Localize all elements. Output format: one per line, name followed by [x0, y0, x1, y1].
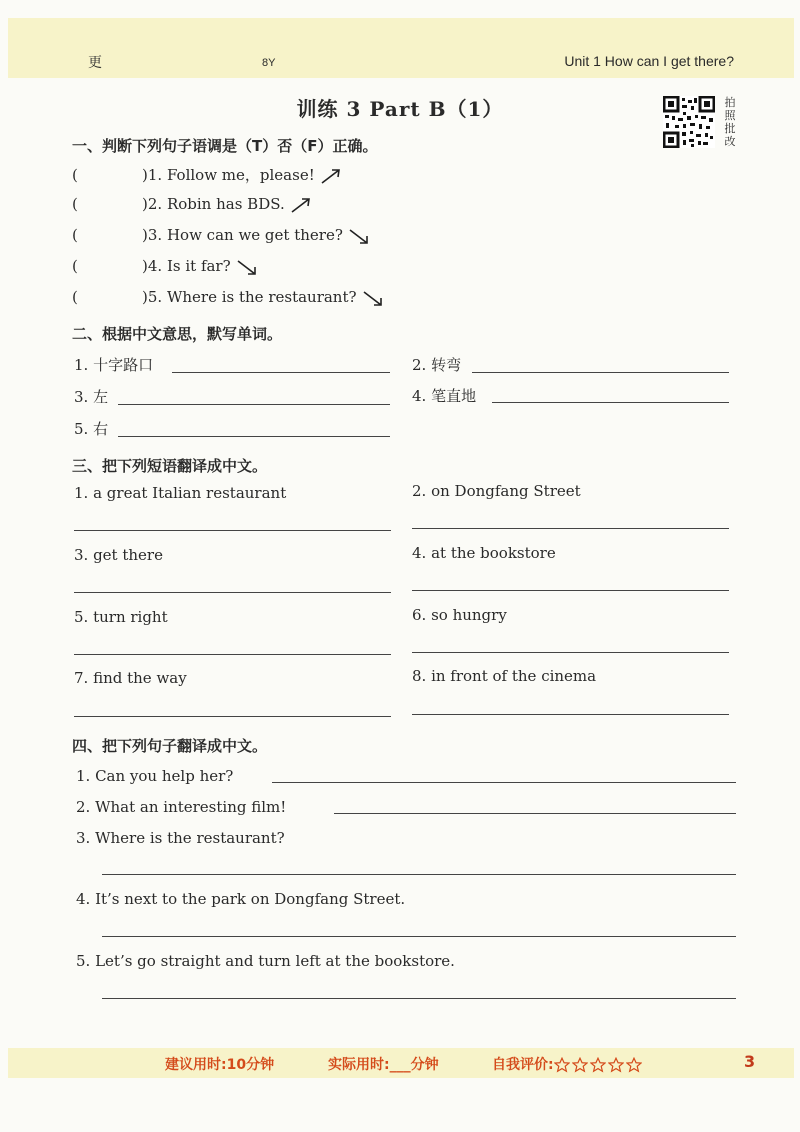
s3-answer-line-6[interactable] [412, 652, 729, 653]
star-icon[interactable] [572, 1057, 588, 1073]
s4-answer-line-2[interactable] [334, 813, 736, 814]
header-unit-title: Unit 1 How can I get there? [564, 53, 734, 69]
s4-answer-line-3[interactable] [102, 874, 736, 875]
s1-item-number: )5. [142, 288, 163, 306]
s1-item-4 [72, 257, 259, 276]
s3-answer-line-1[interactable] [74, 530, 391, 531]
s3-item-8: 8. in front of the cinema [412, 667, 597, 685]
s3-answer-line-8[interactable] [412, 714, 729, 715]
falling-intonation-arrow-icon [347, 227, 371, 245]
s3-answer-line-7[interactable] [74, 716, 391, 717]
s1-item-text: Robin has BDS. [166, 195, 285, 213]
s4-item-1: 1. Can you help her? [76, 767, 234, 785]
s1-item-5 [72, 288, 385, 307]
star-icon[interactable] [626, 1057, 642, 1073]
header-band [8, 18, 794, 78]
section4-heading: 四、把下列句子翻译成中文。 [72, 737, 268, 755]
s2-item-3: 3. 左 [74, 388, 109, 406]
footer-suggested-time: 建议用时:10分钟 [165, 1057, 275, 1073]
s3-item-5: 5. turn right [74, 608, 168, 626]
footer-self-eval-label: 自我评价: [492, 1057, 554, 1073]
rating-stars[interactable] [554, 1057, 644, 1073]
s4-answer-line-1[interactable] [272, 782, 736, 783]
s2-item-5: 5. 右 [74, 420, 109, 438]
s4-item-5: 5. Let’s go straight and turn left at the bookstore. [76, 952, 455, 970]
s1-item-text: Follow me，please! [166, 166, 315, 184]
s2-answer-line-2[interactable] [472, 372, 729, 373]
s4-answer-line-5[interactable] [102, 998, 736, 999]
s3-item-3: 3. get there [74, 546, 163, 564]
falling-intonation-arrow-icon [361, 289, 385, 307]
s3-answer-line-5[interactable] [74, 654, 391, 655]
s2-item-4: 4. 笔直地 [412, 387, 477, 405]
s3-answer-line-4[interactable] [412, 590, 729, 591]
s4-item-3: 3. Where is the restaurant? [76, 829, 285, 847]
star-icon[interactable] [608, 1057, 624, 1073]
s1-item-number: )4. [142, 257, 163, 275]
page-title: 训练 3 Part B（1） [296, 97, 504, 121]
s1-item-number: )2. [142, 195, 163, 213]
qr-label: 拍照批改 [724, 96, 736, 148]
s1-item-number: )1. [142, 166, 163, 184]
falling-intonation-arrow-icon [235, 258, 259, 276]
s1-item-1 [72, 164, 343, 185]
s3-item-4: 4. at the bookstore [412, 544, 556, 562]
s4-item-2: 2. What an interesting film! [76, 798, 287, 816]
s1-answer-paren[interactable]: ( [72, 195, 78, 213]
s2-answer-line-1[interactable] [172, 372, 390, 373]
section3-heading: 三、把下列短语翻译成中文。 [72, 457, 268, 475]
s2-answer-line-3[interactable] [118, 404, 390, 405]
header-left-char: 更 [88, 54, 102, 70]
s4-item-4: 4. It’s next to the park on Dongfang Street. [76, 890, 406, 908]
s3-item-1: 1. a great Italian restaurant [74, 484, 287, 502]
s4-answer-line-4[interactable] [102, 936, 736, 937]
star-icon[interactable] [554, 1057, 570, 1073]
qr-code-icon[interactable] [663, 96, 715, 148]
s1-answer-paren[interactable]: ( [72, 166, 78, 184]
star-icon[interactable] [590, 1057, 606, 1073]
s3-item-6: 6. so hungry [412, 606, 507, 624]
s3-answer-line-2[interactable] [412, 528, 729, 529]
header-code: 8Y [262, 57, 276, 69]
s1-answer-paren[interactable]: ( [72, 226, 78, 244]
section2-heading: 二、根据中文意思，默写单词。 [72, 325, 283, 343]
s1-item-text: Is it far? [166, 257, 231, 275]
s1-item-2 [72, 195, 313, 214]
s2-item-2: 2. 转弯 [412, 356, 462, 374]
s1-answer-paren[interactable]: ( [72, 288, 78, 306]
rising-intonation-arrow-icon [319, 167, 343, 185]
section1-heading: 一、判断下列句子语调是（T）否（F）正确。 [72, 137, 378, 155]
s3-item-2: 2. on Dongfang Street [412, 482, 581, 500]
s2-answer-line-5[interactable] [118, 436, 390, 437]
rising-intonation-arrow-icon [289, 196, 313, 214]
s1-item-text: Where is the restaurant? [166, 288, 357, 306]
s3-item-7: 7. find the way [74, 669, 187, 687]
s1-item-text: How can we get there? [166, 226, 343, 244]
s3-answer-line-3[interactable] [74, 592, 391, 593]
footer-actual-time: 实际用时:___分钟 [328, 1057, 439, 1073]
s1-item-number: )3. [142, 226, 163, 244]
s2-answer-line-4[interactable] [492, 402, 729, 403]
footer-self-eval [492, 1054, 644, 1074]
s1-item-3 [72, 226, 371, 245]
s2-item-1: 1. 十字路口 [74, 356, 154, 374]
s1-answer-paren[interactable]: ( [72, 257, 78, 275]
page-number: 3 [744, 1052, 756, 1071]
